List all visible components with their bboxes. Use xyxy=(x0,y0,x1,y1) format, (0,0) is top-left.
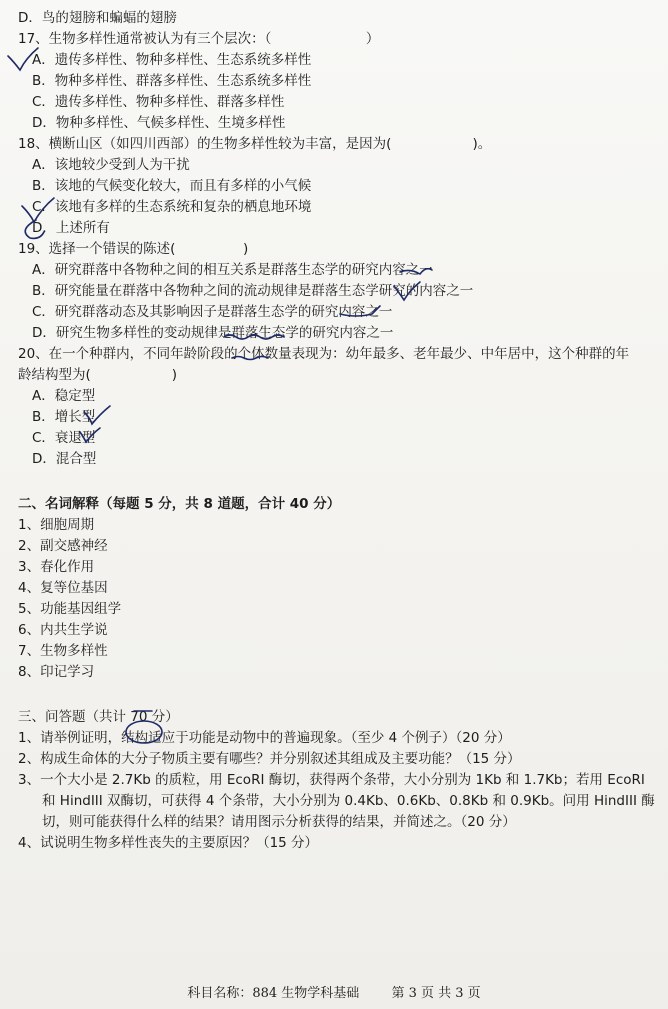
essay-question: 3、一个大小是 2.7Kb 的质粒，用 EcoRI 酶切，获得两个条带，大小分别为 1Kb 和 1.7Kb；若用 EcoRI 和 HindIII 双酶切，可获得 4 个条带，大小分别为 0.4Kb、0.6Kb、0.8Kb 和 0.9Kb。问用 HindIII 酶切，则可能获得什么样的结果？请用图示分析获得的结果，并简述之。（20 分） xyxy=(18,772,655,830)
page-footer xyxy=(0,982,668,1001)
q19-option-c: C．研究群落动态及其影响因子是群落生态学的研究内容之一 xyxy=(32,304,393,320)
term-item: 5、功能基因组学 xyxy=(18,601,122,617)
term-item: 7、生物多样性 xyxy=(18,643,108,659)
section2-title: 二、名词解释（每题 5 分，共 8 道题，合计 40 分） xyxy=(18,496,341,512)
q20-option-b: B．增长型 xyxy=(32,409,96,425)
q18-option-c: C．该地有多样的生态系统和复杂的栖息地环境 xyxy=(32,199,312,215)
q20-stem-line1: 20、在一个种群内，不同年龄阶段的个体数量表现为：幼年最多、老年最少、中年居中，这个种群的年 xyxy=(18,346,630,362)
q19-stem: 19、选择一个错误的陈述( ) xyxy=(18,241,249,257)
q17-option-d: D．物种多样性、气候多样性、生境多样性 xyxy=(32,115,286,131)
q19-option-d: D．研究生物多样性的变动规律是群落生态学的研究内容之一 xyxy=(32,325,394,341)
q18-option-a: A．该地较少受到人为干扰 xyxy=(32,157,190,173)
q20-option-c: C．衰退型 xyxy=(32,430,96,446)
q17-option-c: C．遗传多样性、物种多样性、群落多样性 xyxy=(32,94,285,110)
essay-question: 1、请举例证明，结构适应于功能是动物中的普遍现象。（至少 4 个例子）（20 分） xyxy=(18,730,511,746)
q20-option-a: A．稳定型 xyxy=(32,388,96,404)
footer-page-number: 第 3 页 共 3 页 xyxy=(391,986,481,1001)
q18-option-d: D．上述所有 xyxy=(32,220,110,236)
q17-option-b: B．物种多样性、群落多样性、生态系统多样性 xyxy=(32,73,312,89)
q20-option-d: D．混合型 xyxy=(32,451,97,467)
q18-option-b: B．该地的气候变化较大，而且有多样的小气候 xyxy=(32,178,312,194)
footer-subject: 科目名称：884 生物学科基础 xyxy=(187,986,360,1001)
section3-title: 三、问答题（共计 70 分） xyxy=(18,709,179,725)
q20-stem-line2: 龄结构型为( ) xyxy=(18,367,178,383)
q19-option-b: B．研究能量在群落中各物种之间的流动规律是群落生态学研究的内容之一 xyxy=(32,283,474,299)
q17-option-a: A．遗传多样性、物种多样性、生态系统多样性 xyxy=(32,52,312,68)
q16-option-d: D．鸟的翅膀和蝙蝠的翅膀 xyxy=(18,10,177,26)
q19-option-a: A．研究群落中各物种之间的相互关系是群落生态学的研究内容之一 xyxy=(32,262,433,278)
essay-question: 2、构成生命体的大分子物质主要有哪些？并分别叙述其组成及主要功能？（15 分） xyxy=(18,751,521,767)
term-item: 3、春化作用 xyxy=(18,559,95,575)
term-item: 1、细胞周期 xyxy=(18,517,95,533)
term-item: 4、复等位基因 xyxy=(18,580,108,596)
term-item: 6、内共生学说 xyxy=(18,622,108,638)
q18-stem: 18、横断山区（如四川西部）的生物多样性较为丰富，是因为( )。 xyxy=(18,136,492,152)
term-item: 2、副交感神经 xyxy=(18,538,108,554)
essay-question: 4、试说明生物多样性丧失的主要原因？（15 分） xyxy=(18,835,319,851)
q17-stem: 17、生物多样性通常被认为有三个层次：（ ） xyxy=(18,31,380,47)
exam-content xyxy=(18,8,658,854)
term-item: 8、印记学习 xyxy=(18,664,95,680)
